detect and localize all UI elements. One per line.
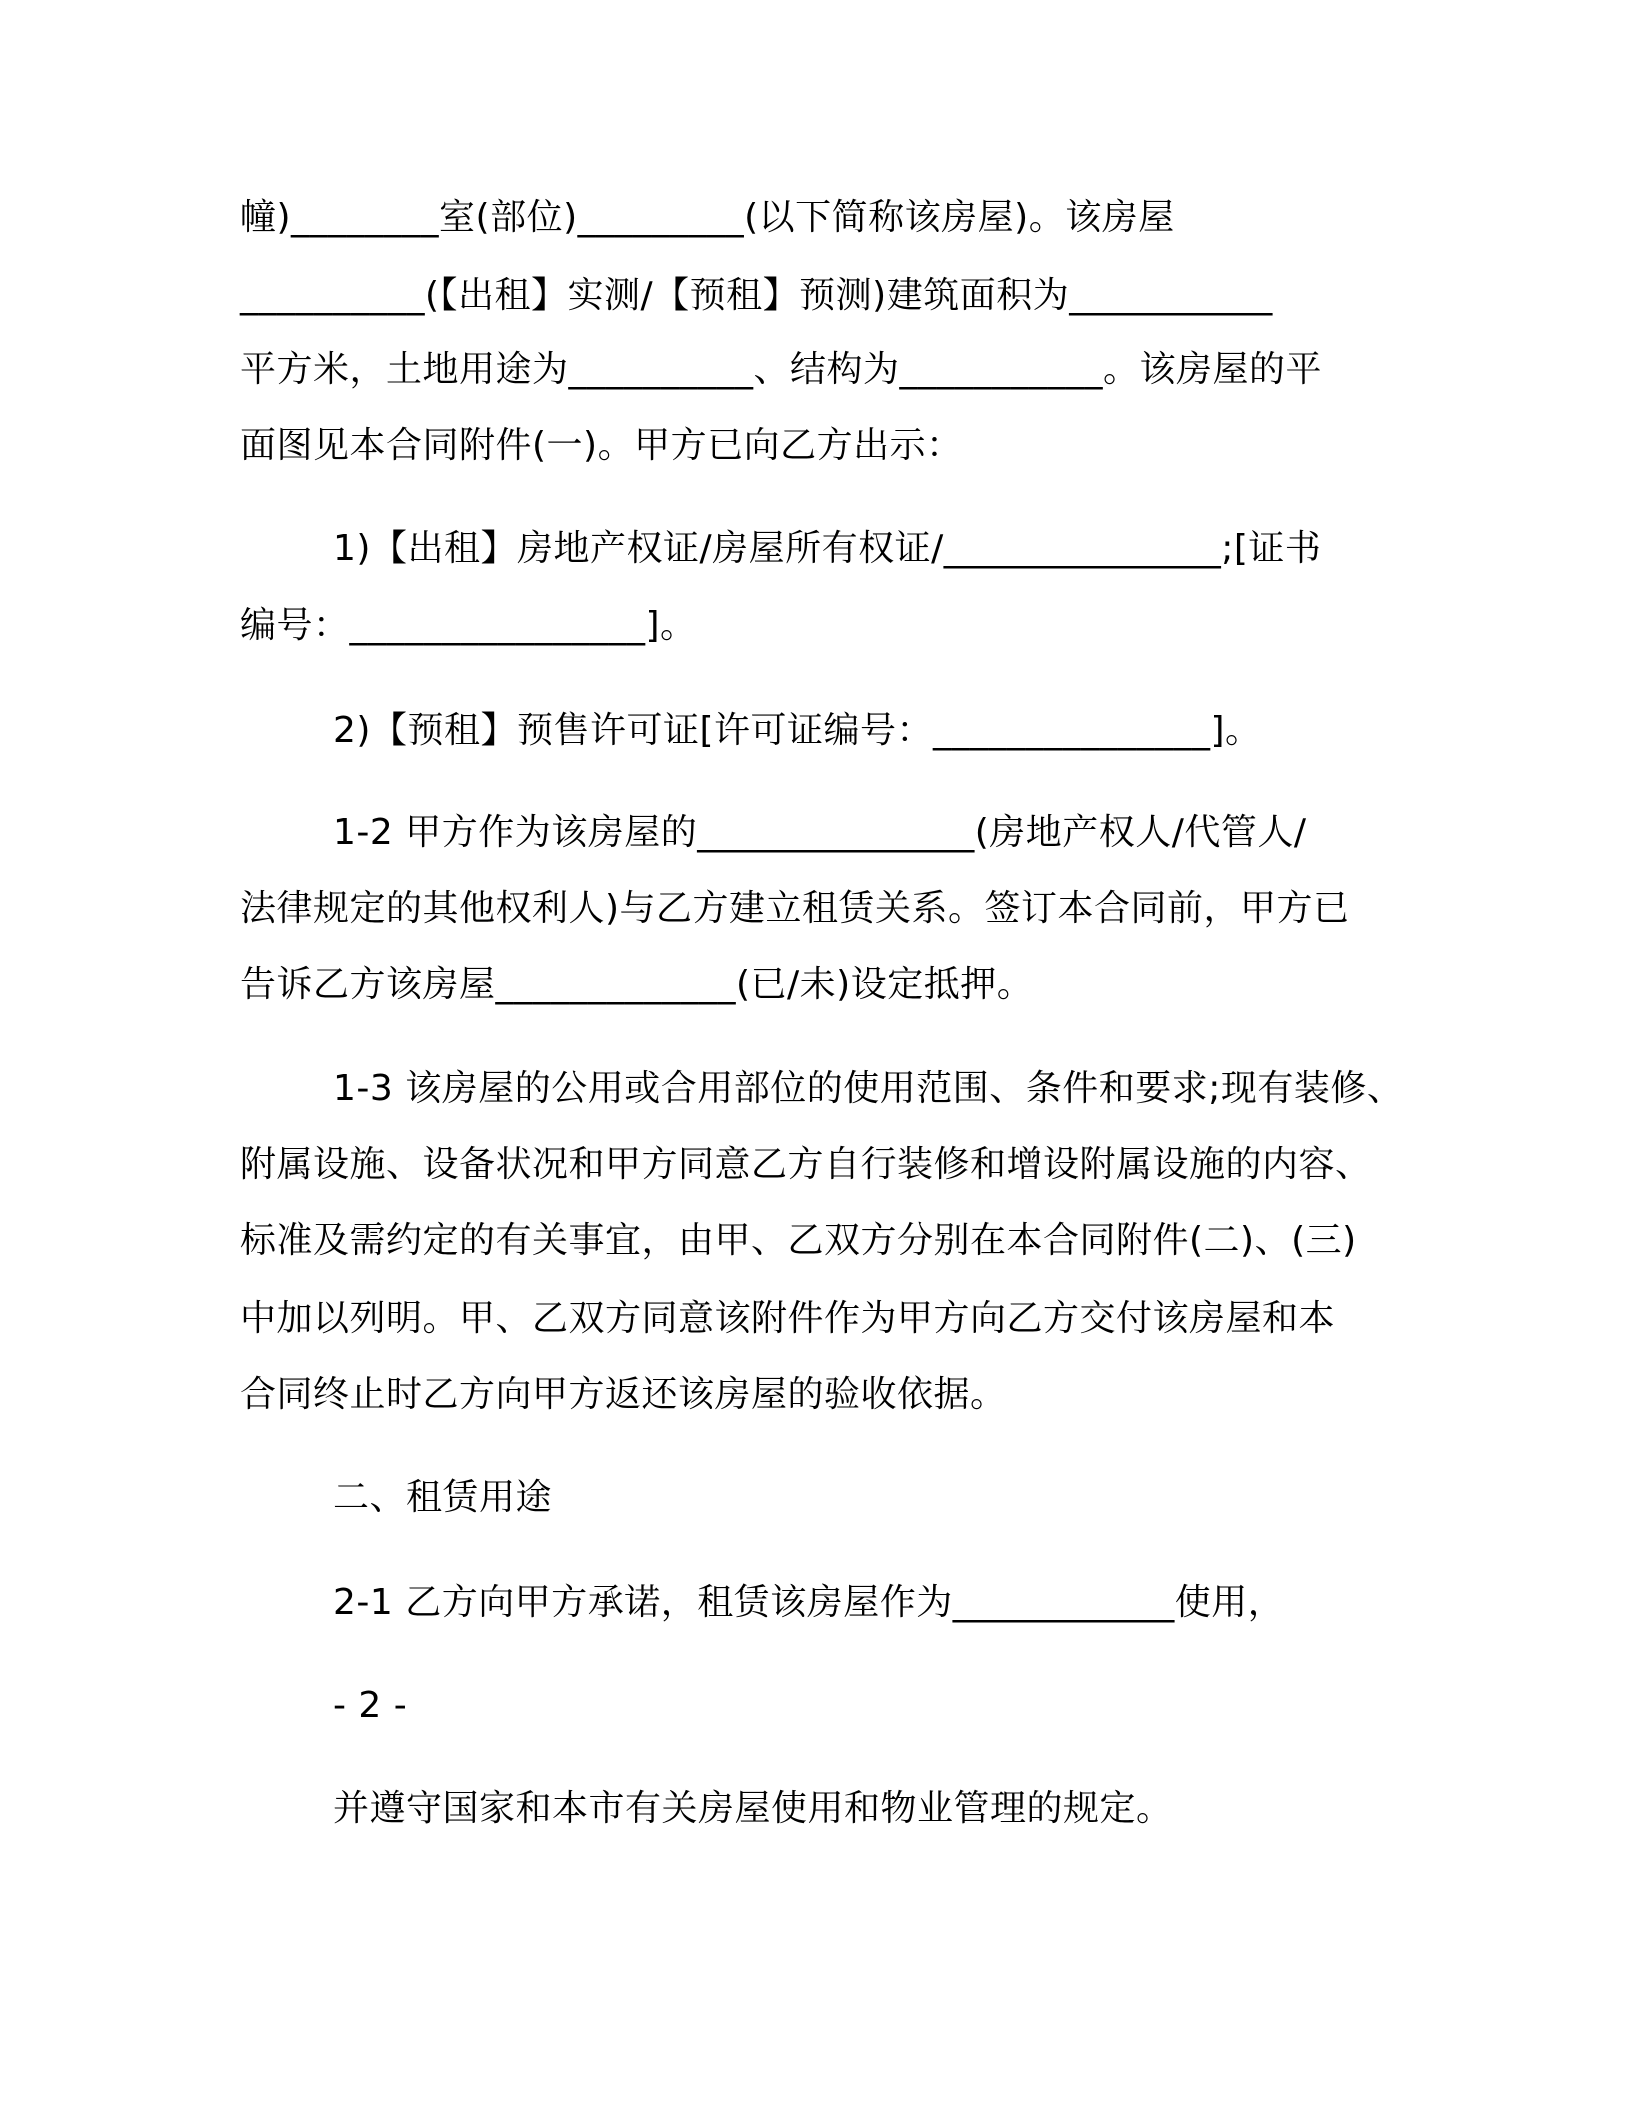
text-line-7: 2)【预租】预售许可证[许可证编号：_______________]。 [333, 710, 1262, 751]
text-line-12: 附属设施、设备状况和甲方同意乙方自行装修和增设附属设施的内容、 [240, 1144, 1372, 1185]
text-line-2: __________(【出租】实测/【预租】预测)建筑面积为___________ [240, 275, 1273, 316]
text-line-19: 并遵守国家和本市有关房屋使用和物业管理的规定。 [333, 1788, 1173, 1829]
section-heading: 二、租赁用途 [333, 1477, 553, 1518]
text-line-9: 法律规定的其他权利人)与乙方建立租赁关系。签订本合同前，甲方已 [240, 888, 1350, 929]
text-line-1: 幢)________室(部位)_________(以下简称该房屋)。该房屋 [240, 197, 1175, 238]
text-line-13: 标准及需约定的有关事宜，由甲、乙双方分别在本合同附件(二)、(三) [240, 1220, 1357, 1261]
page-number: - 2 - [333, 1685, 408, 1726]
text-line-4: 面图见本合同附件(一)。甲方已向乙方出示： [240, 425, 963, 466]
text-line-15: 合同终止时乙方向甲方返还该房屋的验收依据。 [240, 1374, 1007, 1415]
text-line-17: 2-1 乙方向甲方承诺，租赁该房屋作为____________使用， [333, 1582, 1285, 1623]
text-line-8: 1-2 甲方作为该房屋的_______________(房地产权人/代管人/ [333, 812, 1307, 853]
text-line-3: 平方米，土地用途为__________、结构为___________。该房屋的平 [240, 349, 1323, 390]
text-line-14: 中加以列明。甲、乙双方同意该附件作为甲方向乙方交付该房屋和本 [240, 1298, 1336, 1339]
text-line-5: 1)【出租】房地产权证/房屋所有权证/_______________;[证书 [333, 528, 1322, 569]
text-line-11: 1-3 该房屋的公用或合用部位的使用范围、条件和要求;现有装修、 [333, 1068, 1404, 1109]
text-line-6: 编号：________________]。 [240, 605, 697, 646]
text-line-10: 告诉乙方该房屋_____________(已/未)设定抵押。 [240, 964, 1034, 1005]
